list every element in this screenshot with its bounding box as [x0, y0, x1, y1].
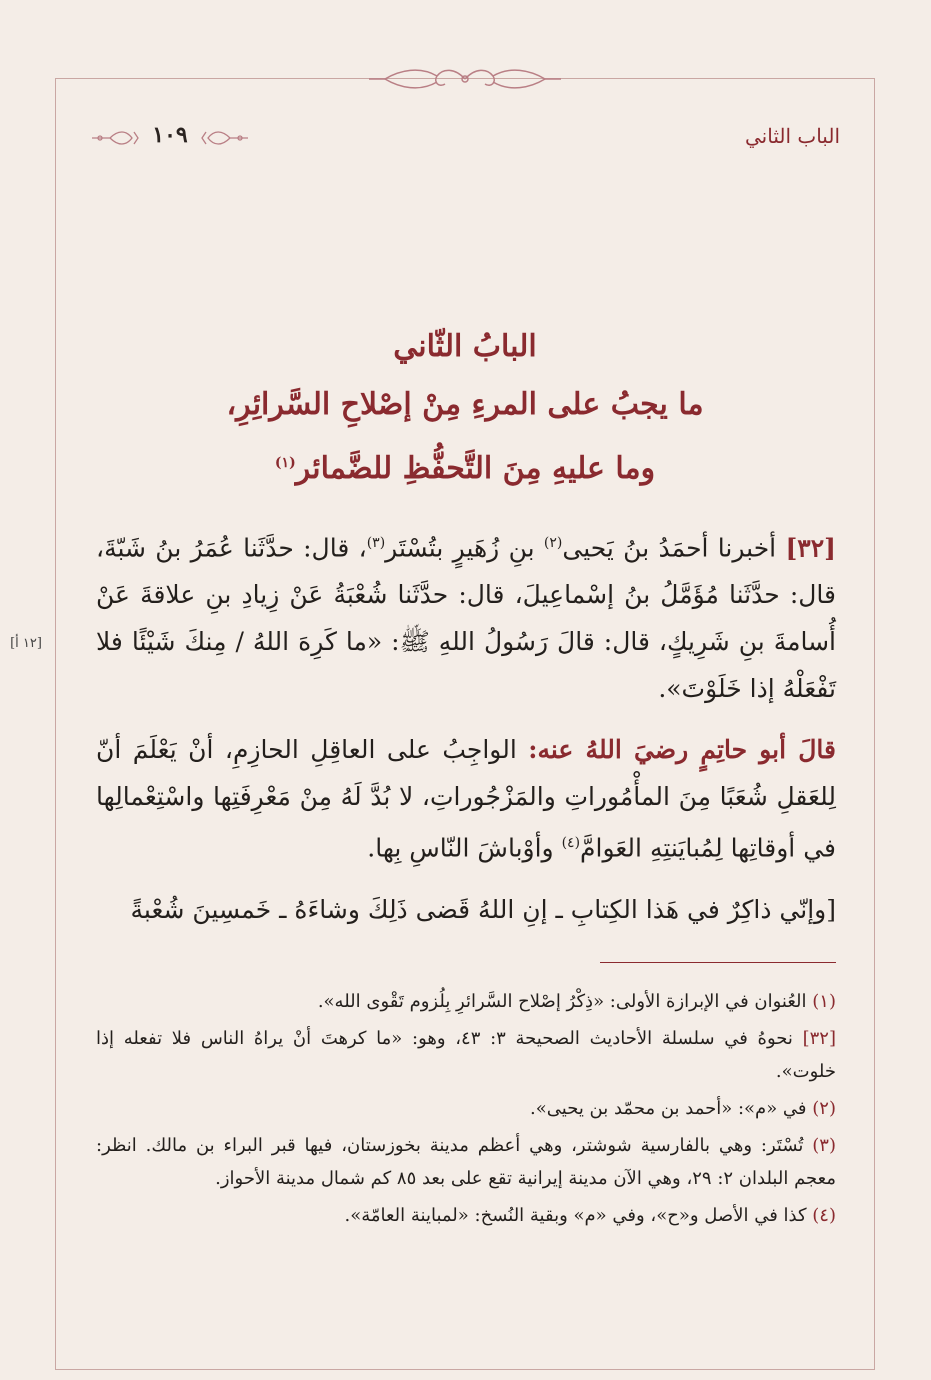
footnote-text: نحوهُ في سلسلة الأحاديث الصحيحة ٣: ٤٣، وهو: «ما كرهتَ أنْ يراهُ الناس فلا تفعله إذا خلوت».	[96, 1028, 836, 1082]
footnote-text: تُسْتَر: وهي بالفارسية شوشتر، وهي أعظم مدينة بخوزستان، فيها قبر البراء بن مالك. انظر: معجم البلدان ٢: ٢٩، وهي الآن مدينة إيرانية تقع على بعد ٨٥ كم شمال مدينة الأحواز.	[96, 1135, 836, 1189]
paragraph-commentary	[96, 726, 836, 871]
page-number: ١٠٩	[152, 122, 188, 148]
footnote-number: (١)	[812, 991, 836, 1012]
chapter-subtitle-2	[90, 434, 840, 498]
footnote-divider	[600, 962, 836, 963]
paragraph-text: الواجِبُ على العاقِلِ الحازِمِ، أنْ يَعْلَمَ أنّ لِلعَقلِ شُعَبًا مِنَ المأْمُوراتِ والمَزْجُوراتِ، لا بُدَّ لَهُ مِنْ مَعْرِفَتِها واسْتِعْمالِها في أوقاتِها لِمُبايَنتِهِ العَوامَّ	[96, 735, 836, 863]
footnote-number: (٢)	[812, 1098, 836, 1119]
footnote	[96, 985, 836, 1018]
paragraph-hadith	[96, 520, 836, 712]
footnote-ref-2: (٢)	[543, 535, 563, 551]
page-header	[90, 120, 840, 156]
footnote-number: (٤)	[812, 1205, 836, 1226]
footnote-text: في «م»: «أحمد بن محمّد بن يحيى».	[530, 1098, 813, 1119]
chapter-subtitle-2-text: وما عليهِ مِنَ التَّحفُّظِ للضَّمائر	[295, 451, 656, 486]
footnote	[96, 1022, 836, 1088]
paragraph-text: ، قال: حدَّثَنا عُمَرُ بنُ شَبّةَ، قال: حدَّثَنا مُؤَمَّلُ بنُ إسْماعِيلَ، قال: حدَّثَنا شُعْبَةُ عَنْ زِيادِ بنِ علاقةَ عَنْ أُسامةَ بنِ شَرِيكٍ، قال: قالَ رَسُولُ اللهِ ﷺ: «ما كَرِهَ اللهُ / مِنكَ شَيْئًا فلا تَفْعَلْهُ إذا خَلَوْتَ».	[96, 533, 836, 704]
footnote-number: [٣٢]	[802, 1028, 836, 1049]
running-head: الباب الثاني	[745, 124, 840, 148]
margin-folio-note: [١٢ أ]	[10, 636, 42, 651]
chapter-titles	[90, 318, 840, 498]
page-number-block	[90, 120, 250, 156]
paragraph-text: أخبرنا أحمَدُ بنُ يَحيى	[562, 533, 786, 563]
footnote-text: كذا في الأصل و«ح»، وفي «م» وبقية النُسخ: «لمباينة العامّة».	[344, 1205, 813, 1226]
page-number-ornament-left-icon	[90, 128, 140, 148]
paragraph-text: بنِ زُهَيرٍ بتُسْتَر	[385, 533, 544, 563]
paragraph-continuation: [وإنّي ذاكِرٌ في هَذا الكِتابِ ـ إنِ اللهُ قَضى ذَلِكَ وشاءَهُ ـ خَمسِينَ شُعْبةً	[130, 894, 836, 924]
footnote-number: (٣)	[812, 1135, 836, 1156]
footnote-ref-1: (١)	[274, 455, 296, 471]
footnote-ref-4: (٤)	[561, 835, 581, 852]
footnote	[96, 1199, 836, 1232]
chapter-title: البابُ الثّاني	[393, 329, 537, 364]
main-text	[96, 520, 836, 947]
footnote-ref-3: (٣)	[366, 535, 386, 551]
paragraph-text: وأوْباشَ النّاسِ بِها.	[367, 833, 562, 863]
footnote-text: العُنوان في الإبرازة الأولى: «ذِكْرُ إصْلاح السَّرائرِ بِلُزوم تَقْوى الله».	[317, 991, 813, 1012]
chapter-subtitle-1: ما يجبُ على المرءِ مِنْ إصْلاحِ السَّرائِرِ،	[226, 387, 704, 422]
top-ornament-icon	[365, 64, 565, 94]
hadith-number: [٣٢]	[785, 533, 836, 563]
footnote	[96, 1129, 836, 1195]
footnotes	[96, 985, 836, 1236]
page-number-ornament-right-icon	[200, 128, 250, 148]
speaker-lead: قالَ أبو حاتِمٍ رضيَ اللهُ عنه:	[528, 735, 836, 765]
footnote	[96, 1092, 836, 1125]
